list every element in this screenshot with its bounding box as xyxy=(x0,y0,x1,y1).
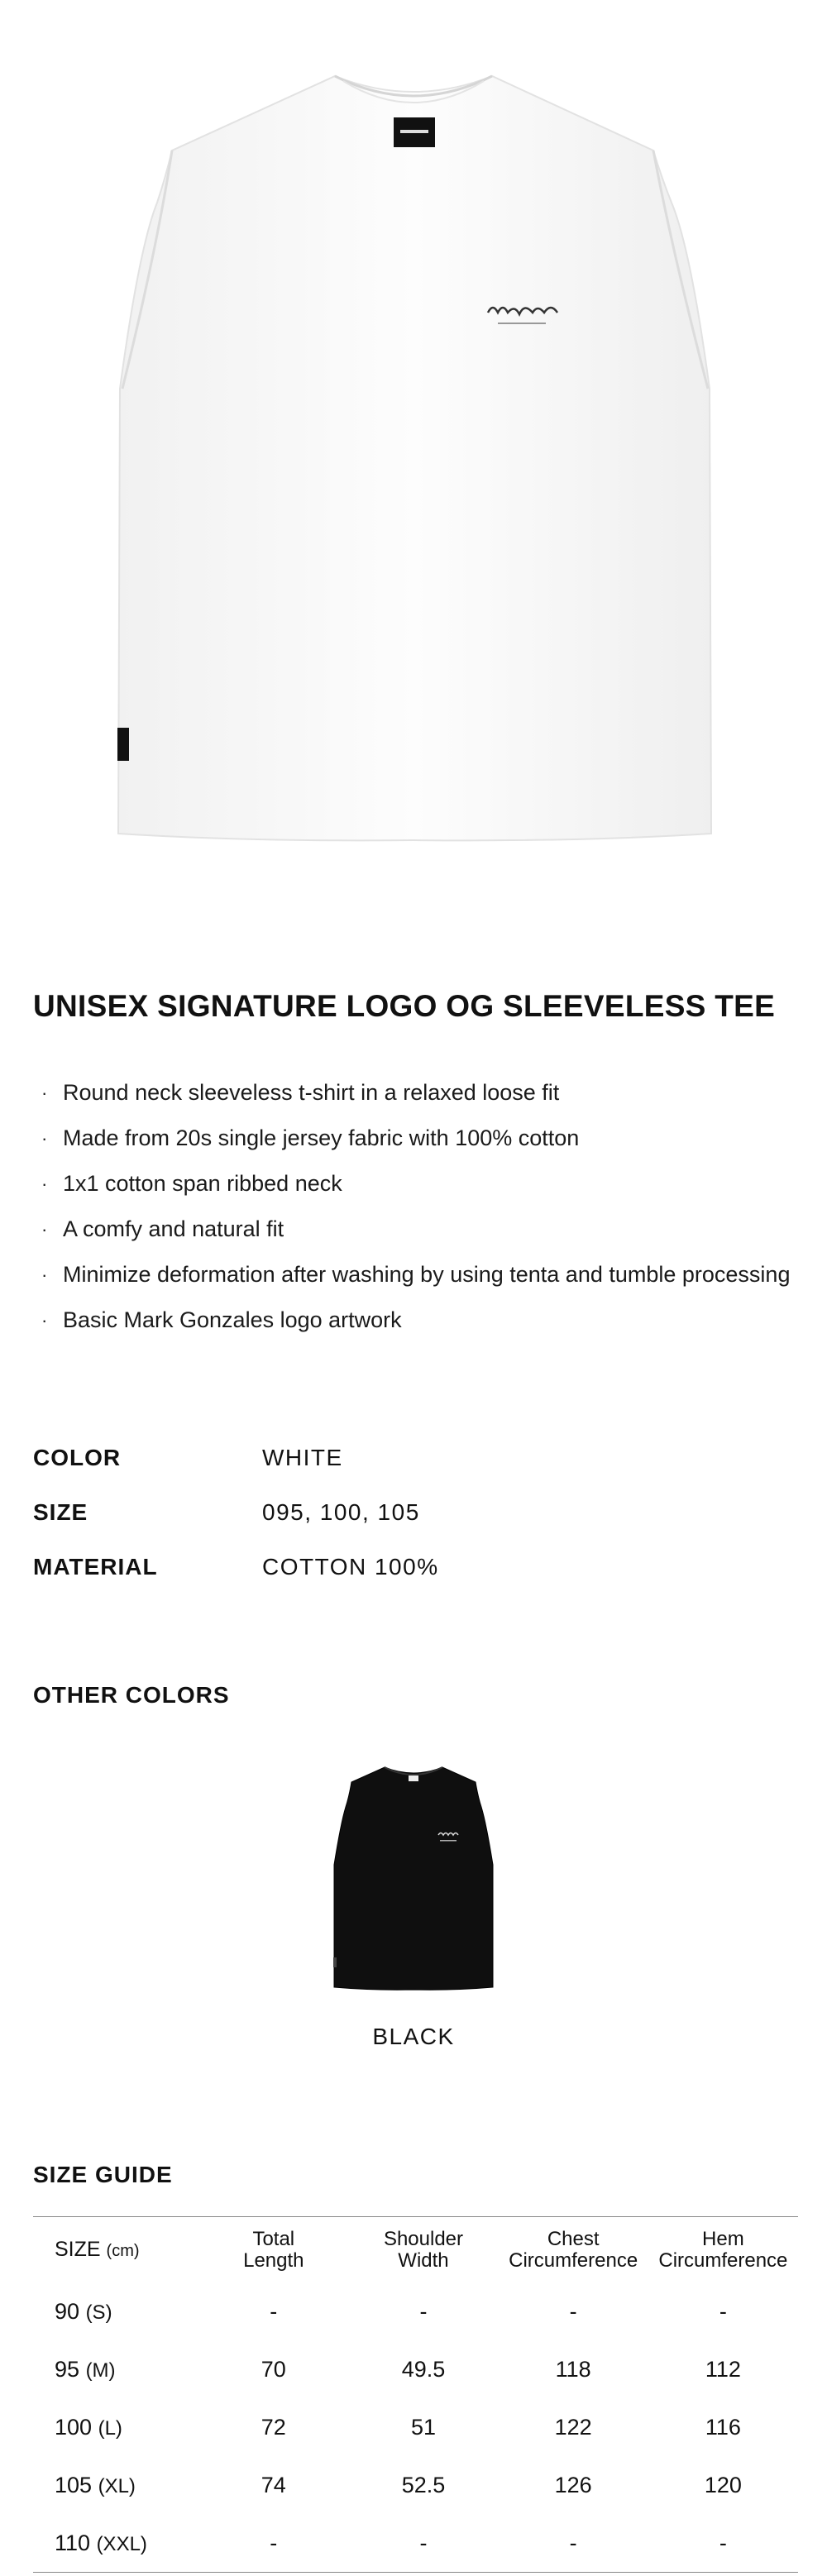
spec-row-color xyxy=(33,1431,777,1485)
color-option-black[interactable] xyxy=(306,1749,521,2063)
shoulder-width-cell: 49.5 xyxy=(401,2357,446,2382)
table-row xyxy=(33,2283,798,2341)
chest-cell: 118 xyxy=(555,2357,591,2382)
shoulder-width-cell: - xyxy=(419,2299,428,2324)
size-cell xyxy=(33,2457,198,2515)
chest-header xyxy=(499,2217,648,2283)
feature-text: Round neck sleeveless t-shirt in a relaxed loose fit xyxy=(63,1080,560,1105)
bullet-dot: · xyxy=(41,1127,48,1149)
size-guide-heading: SIZE GUIDE xyxy=(33,2162,173,2187)
total-length-cell: - xyxy=(270,2299,278,2324)
feature-item xyxy=(33,1207,819,1252)
hem-cell: 112 xyxy=(705,2357,741,2382)
total-length-cell: 72 xyxy=(261,2415,286,2440)
feature-list xyxy=(33,1070,819,1343)
spec-row-material xyxy=(33,1540,777,1594)
bullet-dot: · xyxy=(41,1264,48,1285)
feature-item xyxy=(33,1252,819,1298)
size-header xyxy=(33,2217,198,2283)
header-line: Chest xyxy=(547,2227,600,2250)
feature-text: A comfy and natural fit xyxy=(63,1216,284,1241)
size-cell xyxy=(33,2515,198,2573)
bullet-dot: · xyxy=(41,1218,48,1240)
size-value: 105 xyxy=(55,2473,93,2497)
feature-item xyxy=(33,1070,819,1116)
table-row xyxy=(33,2341,798,2399)
size-cell xyxy=(33,2341,198,2399)
spec-label: MATERIAL xyxy=(33,1554,158,1580)
size-value: 90 xyxy=(55,2299,80,2324)
total-length-cell: - xyxy=(270,2530,278,2555)
size-header-label: SIZE xyxy=(55,2237,101,2261)
feature-text: Made from 20s single jersey fabric with 100% cotton xyxy=(63,1126,580,1150)
feature-text: Minimize deformation after washing by using tenta and tumble processing xyxy=(63,1262,791,1287)
hem-cell: 116 xyxy=(705,2415,741,2440)
spec-value: WHITE xyxy=(262,1445,343,1470)
chest-cell: - xyxy=(569,2530,577,2555)
size-label: (M) xyxy=(85,2359,116,2382)
header-line: Circumference xyxy=(509,2249,638,2272)
size-value: 95 xyxy=(55,2357,80,2382)
header-line: Hem xyxy=(702,2227,744,2250)
spec-label: SIZE xyxy=(33,1499,88,1525)
size-guide-table xyxy=(33,2216,798,2573)
shoulder-width-cell: 52.5 xyxy=(401,2473,446,2497)
hem-cell: - xyxy=(719,2299,727,2324)
spec-value: COTTON 100% xyxy=(262,1554,439,1580)
black-sleeveless-tee-thumbnail xyxy=(306,1749,521,1997)
feature-text: Basic Mark Gonzales logo artwork xyxy=(63,1307,402,1332)
spec-label: COLOR xyxy=(33,1445,122,1470)
size-value: 110 xyxy=(55,2530,91,2555)
table-row xyxy=(33,2399,798,2457)
hem-cell: - xyxy=(719,2530,727,2555)
size-cell xyxy=(33,2283,198,2341)
size-cell xyxy=(33,2399,198,2457)
table-row xyxy=(33,2515,798,2573)
chest-cell: - xyxy=(569,2299,577,2324)
feature-text: 1x1 cotton span ribbed neck xyxy=(63,1171,342,1196)
chest-cell: 122 xyxy=(554,2415,592,2440)
chest-cell: 126 xyxy=(554,2473,592,2497)
bullet-dot: · xyxy=(41,1173,48,1194)
color-option-label: BLACK xyxy=(372,2024,455,2049)
size-value: 100 xyxy=(55,2415,93,2440)
bullet-dot: · xyxy=(41,1082,48,1103)
size-label: (XXL) xyxy=(96,2532,147,2555)
size-header-unit: (cm) xyxy=(106,2241,140,2260)
table-row xyxy=(33,2457,798,2515)
other-colors-heading: OTHER COLORS xyxy=(33,1682,230,1708)
spec-value: 095, 100, 105 xyxy=(262,1499,420,1525)
hem-header xyxy=(648,2217,798,2283)
size-label: (S) xyxy=(85,2301,112,2324)
size-label: (XL) xyxy=(98,2475,136,2497)
shoulder-width-header xyxy=(348,2217,498,2283)
feature-item xyxy=(33,1161,819,1207)
header-line: Shoulder xyxy=(383,2227,464,2250)
total-length-cell: 74 xyxy=(261,2473,286,2497)
header-line: Total xyxy=(252,2227,295,2250)
product-image xyxy=(0,0,827,926)
feature-item xyxy=(33,1298,819,1343)
header-line: Width xyxy=(398,2249,449,2272)
spec-list xyxy=(33,1431,777,1594)
header-line: Circumference xyxy=(658,2249,788,2272)
bullet-dot: · xyxy=(41,1309,48,1331)
feature-item xyxy=(33,1116,819,1161)
shoulder-width-cell: - xyxy=(419,2530,428,2555)
header-line: Length xyxy=(243,2249,304,2272)
white-sleeveless-tee-illustration xyxy=(0,0,827,926)
shoulder-width-cell: 51 xyxy=(410,2415,436,2440)
product-title: UNISEX SIGNATURE LOGO OG SLEEVELESS TEE xyxy=(33,989,776,1023)
hem-cell: 120 xyxy=(704,2473,742,2497)
size-label: (L) xyxy=(98,2417,122,2440)
total-length-cell: 70 xyxy=(261,2357,286,2382)
size-table-header xyxy=(33,2217,798,2283)
spec-row-size xyxy=(33,1485,777,1540)
total-length-header xyxy=(198,2217,348,2283)
